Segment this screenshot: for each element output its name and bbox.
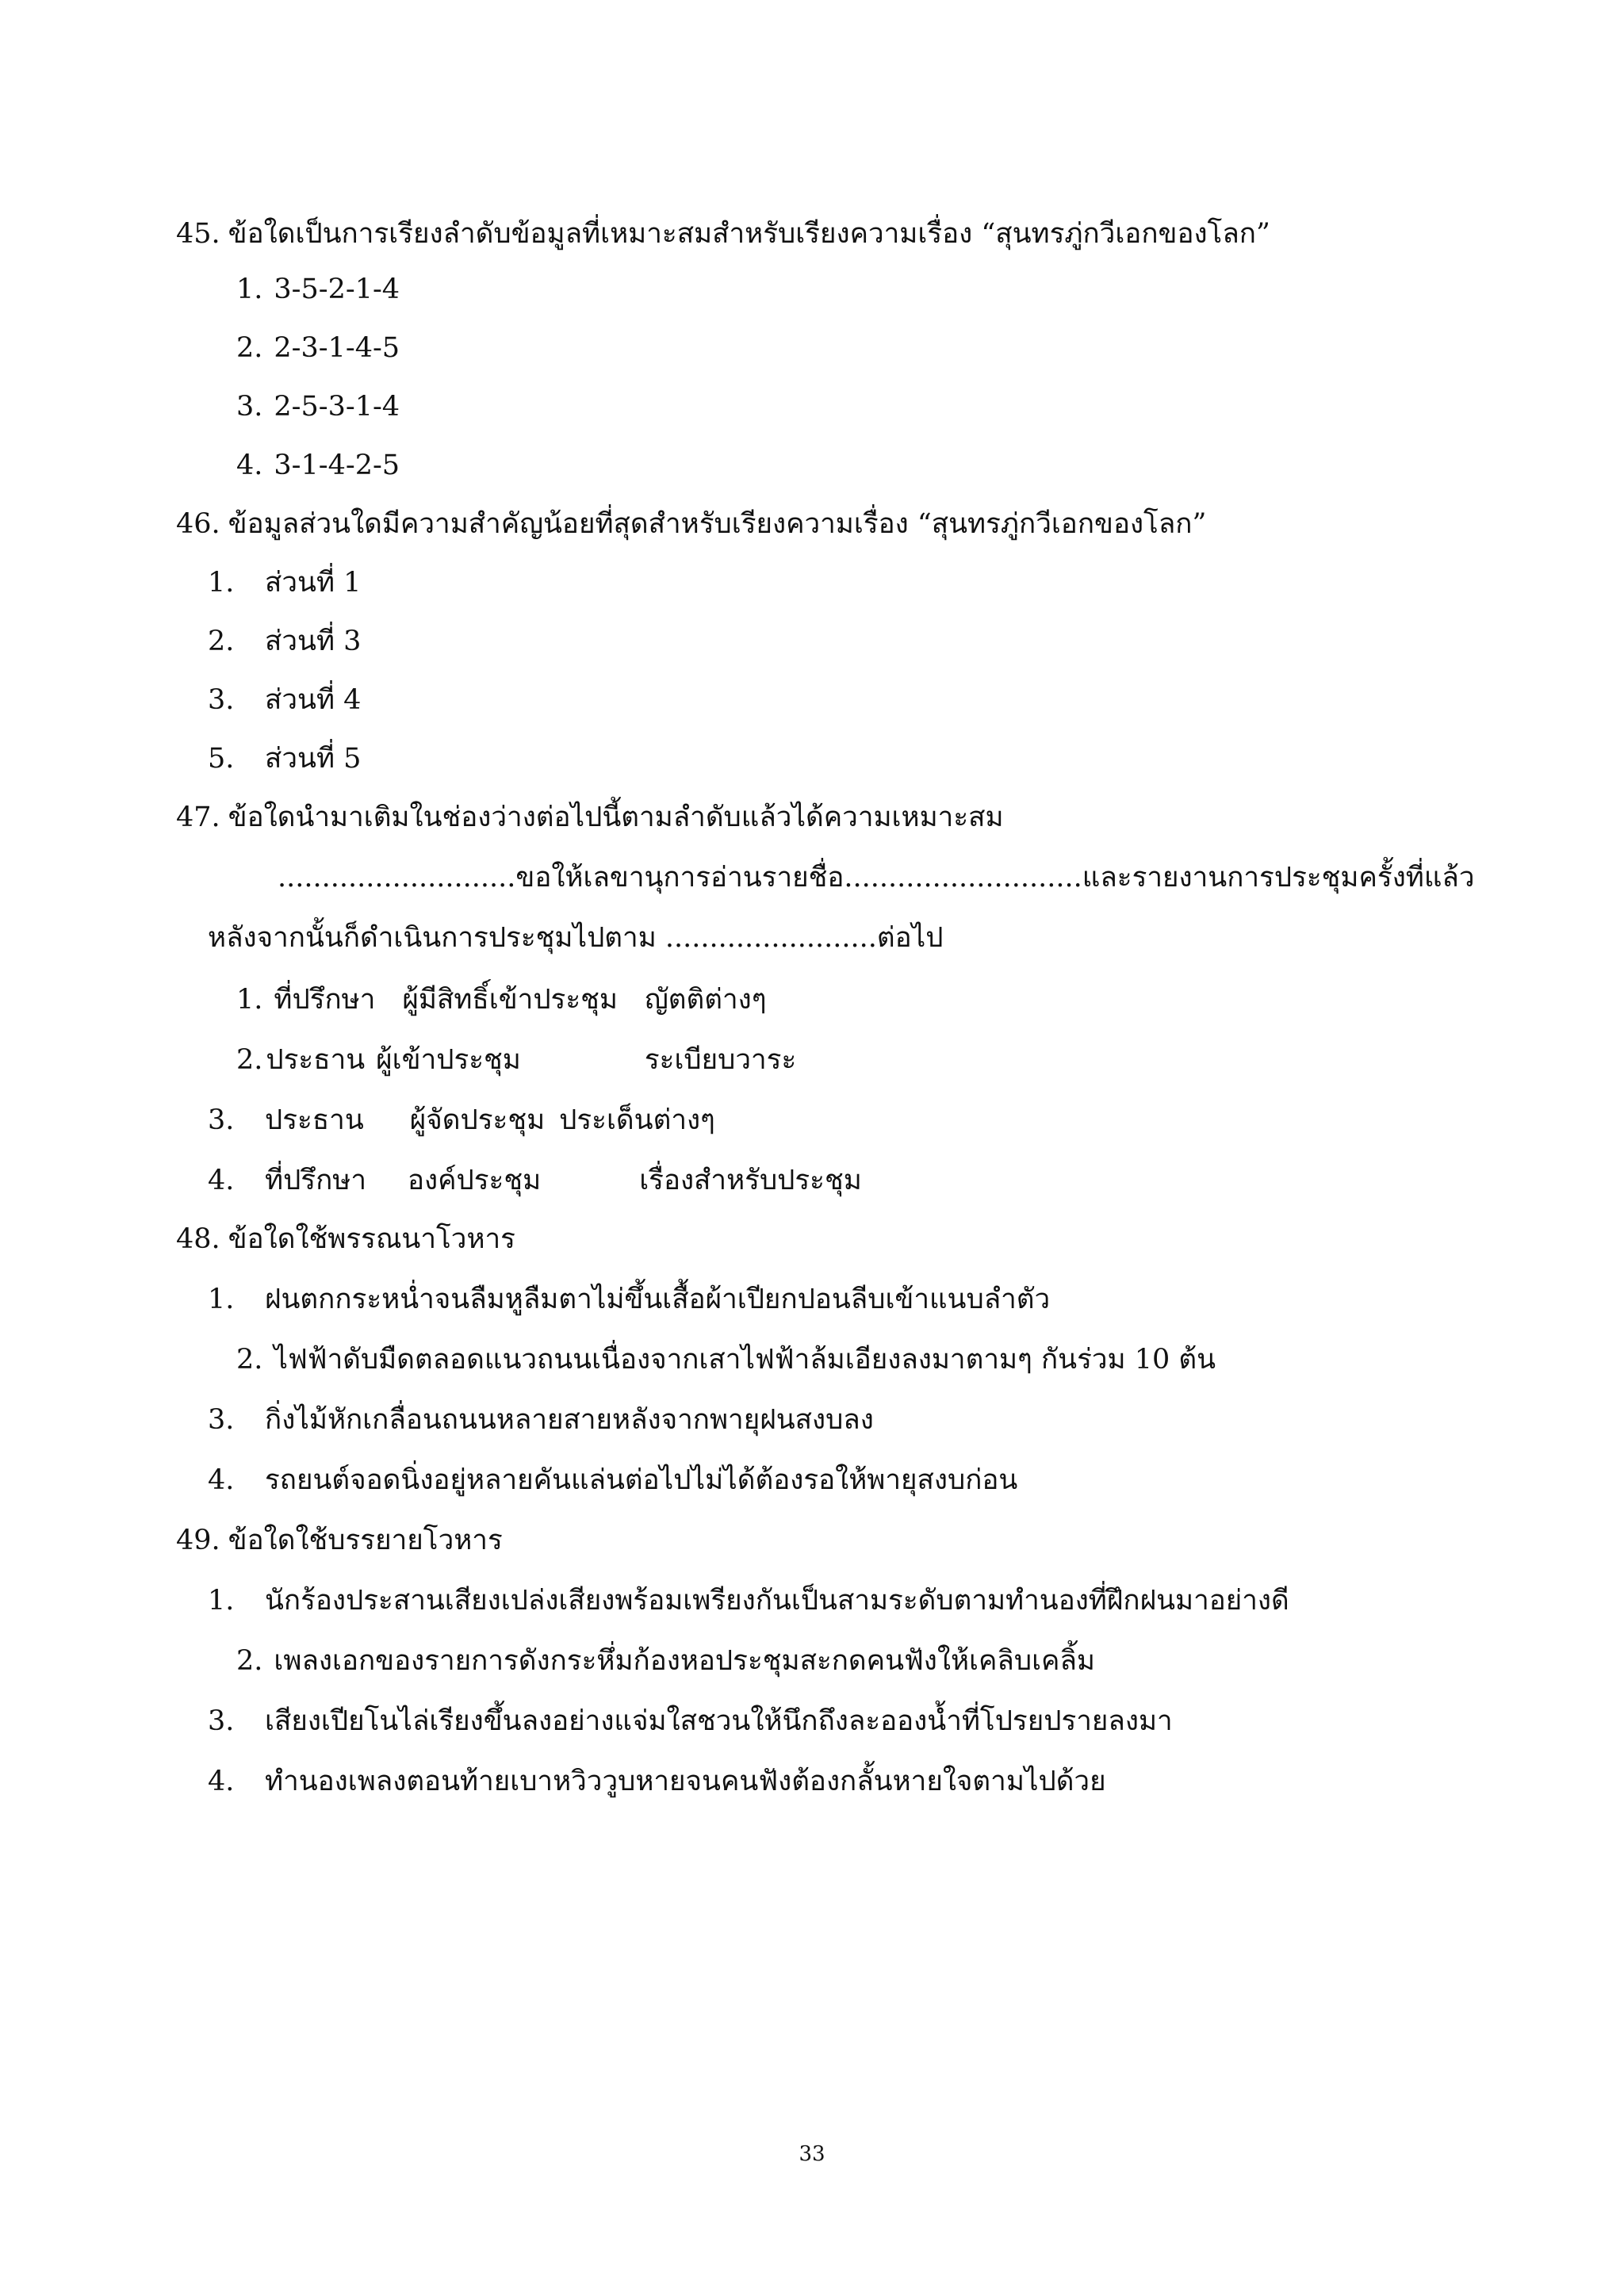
question-number: 49. [176, 1525, 220, 1556]
option-number: 3. [208, 1404, 235, 1436]
option-text: นักร้องประสานเสียงเปล่งเสียงพร้อมเพรียงกันเป็นสามระดับตามทำนองที่ฝึกฝนมาอย่างดี [265, 1585, 1289, 1617]
option-number: 2. [236, 1044, 263, 1076]
option-number: 1. [236, 274, 263, 305]
option-choice-b: ผู้มีสิทธิ์เข้าประชุม [402, 984, 618, 1016]
question-49 [176, 1522, 503, 1559]
option-number: 2. [236, 1344, 263, 1376]
option-choice-c: เรื่องสำหรับประชุม [639, 1165, 862, 1196]
question-47 [176, 799, 1004, 836]
question-number: 47. [176, 802, 220, 833]
q47-option-4 [208, 1162, 862, 1199]
question-number: 46. [176, 508, 220, 540]
q47-passage-line-1: ...........................ขอให้เลขานุการอ่านรายชื่อ...........................และรายงานการประชุมครั้งที่แล้ว [278, 862, 1475, 894]
q47-option-2 [236, 1042, 796, 1078]
option-number: 4. [208, 1464, 235, 1496]
option-text: 3-1-4-2-5 [274, 450, 400, 481]
option-choice-b: ผู้เข้าประชุม [376, 1044, 521, 1076]
question-text: ข้อมูลส่วนใดมีความสำคัญน้อยที่สุดสำหรับเรียงความเรื่อง “สุนทรภู่กวีเอกของโลก” [228, 508, 1207, 540]
option-choice-a: ที่ปรึกษา [274, 984, 376, 1016]
option-text: ส่วนที่ 1 [265, 567, 362, 599]
option-number: 3. [208, 1104, 235, 1136]
option-text: ไฟฟ้าดับมืดตลอดแนวถนนเนื่องจากเสาไฟฟ้าล้มเอียงลงมาตามๆ กันร่วม 10 ต้น [274, 1344, 1216, 1376]
q49-option-1 [208, 1582, 1289, 1619]
option-choice-a: ที่ปรึกษา [265, 1165, 367, 1196]
q48-option-4 [208, 1462, 1017, 1498]
question-45 [176, 216, 1270, 252]
q47-passage-line-2: หลังจากนั้นก็ดำเนินการประชุมไปตาม ........................ต่อไป [208, 922, 944, 954]
option-number: 4. [208, 1165, 235, 1196]
q45-option-4 [236, 447, 400, 484]
option-number: 3. [208, 684, 235, 716]
q46-option-2 [208, 623, 361, 660]
question-number: 48. [176, 1223, 220, 1255]
option-choice-b: ผู้จัดประชุม [409, 1104, 546, 1136]
option-number: 1. [208, 1585, 235, 1617]
option-text: ส่วนที่ 4 [265, 684, 362, 716]
q47-option-3 [208, 1102, 715, 1138]
option-text: ส่วนที่ 5 [265, 743, 362, 775]
q49-option-4 [208, 1763, 1106, 1800]
option-number: 1. [208, 1284, 235, 1315]
option-text: ฝนตกกระหน่ำจนลืมหูลืมตาไม่ขึ้นเสื้อผ้าเปียกปอนลีบเข้าแนบลำตัว [265, 1284, 1051, 1315]
q49-option-2 [236, 1643, 1095, 1679]
option-choice-c: ระเบียบวาระ [644, 1044, 797, 1076]
q46-option-1 [208, 564, 361, 601]
q48-option-3 [208, 1402, 874, 1438]
option-number: 3. [208, 1705, 235, 1737]
option-choice-a: ประธาน [265, 1104, 364, 1136]
question-text: ข้อใดใช้บรรยายโวหาร [228, 1525, 503, 1556]
option-text: กิ่งไม้หักเกลื่อนถนนหลายสายหลังจากพายุฝนสงบลง [265, 1404, 874, 1436]
page-number: 33 [799, 2142, 825, 2166]
option-number: 5. [208, 743, 235, 775]
question-text: ข้อใดเป็นการเรียงลำดับข้อมูลที่เหมาะสมสำหรับเรียงความเรื่อง “สุนทรภู่กวีเอกของโลก” [228, 218, 1270, 250]
q48-option-1 [208, 1281, 1050, 1318]
option-text: เสียงเปียโนไล่เรียงขึ้นลงอย่างแจ่มใสชวนให้นึกถึงละอองน้ำที่โปรยปรายลงมา [265, 1705, 1173, 1737]
option-choice-c: ประเด็นต่างๆ [559, 1104, 715, 1136]
option-number: 1. [208, 567, 235, 599]
option-number: 2. [236, 332, 263, 364]
option-number: 4. [208, 1766, 235, 1797]
option-text: ส่วนที่ 3 [265, 626, 362, 657]
question-number: 45. [176, 218, 220, 250]
option-text: 2-3-1-4-5 [274, 332, 400, 364]
question-46 [176, 506, 1206, 542]
q49-option-3 [208, 1703, 1173, 1739]
option-choice-b: องค์ประชุม [408, 1165, 542, 1196]
question-48 [176, 1221, 515, 1257]
option-number: 4. [236, 450, 263, 481]
question-text: ข้อใดใช้พรรณนาโวหาร [228, 1223, 515, 1255]
option-text: 3-5-2-1-4 [274, 274, 400, 305]
q46-option-3 [208, 682, 361, 718]
option-choice-a: ประธาน [266, 1044, 366, 1076]
option-text: เพลงเอกของรายการดังกระหึ่มก้องหอประชุมสะกดคนฟังให้เคลิบเคลิ้ม [274, 1645, 1095, 1677]
option-choice-c: ญัตติต่างๆ [644, 984, 767, 1016]
question-text: ข้อใดนำมาเติมในช่องว่างต่อไปนี้ตามลำดับแล้วได้ความเหมาะสม [228, 802, 1004, 833]
option-text: รถยนต์จอดนิ่งอยู่หลายคันแล่นต่อไปไม่ได้ต้องรอให้พายุสงบก่อน [265, 1464, 1018, 1496]
q47-option-1 [236, 982, 767, 1018]
q48-option-2 [236, 1341, 1216, 1378]
option-text: ทำนองเพลงตอนท้ายเบาหวิววูบหายจนคนฟังต้องกลั้นหายใจตามไปด้วย [265, 1766, 1106, 1797]
q45-option-2 [236, 330, 400, 366]
option-number: 1. [236, 984, 263, 1016]
option-number: 3. [236, 391, 263, 423]
q45-option-3 [236, 388, 400, 425]
q46-option-4 [208, 740, 361, 777]
option-number: 2. [208, 626, 235, 657]
option-number: 2. [236, 1645, 263, 1677]
q45-option-1 [236, 271, 400, 308]
option-text: 2-5-3-1-4 [274, 391, 400, 423]
